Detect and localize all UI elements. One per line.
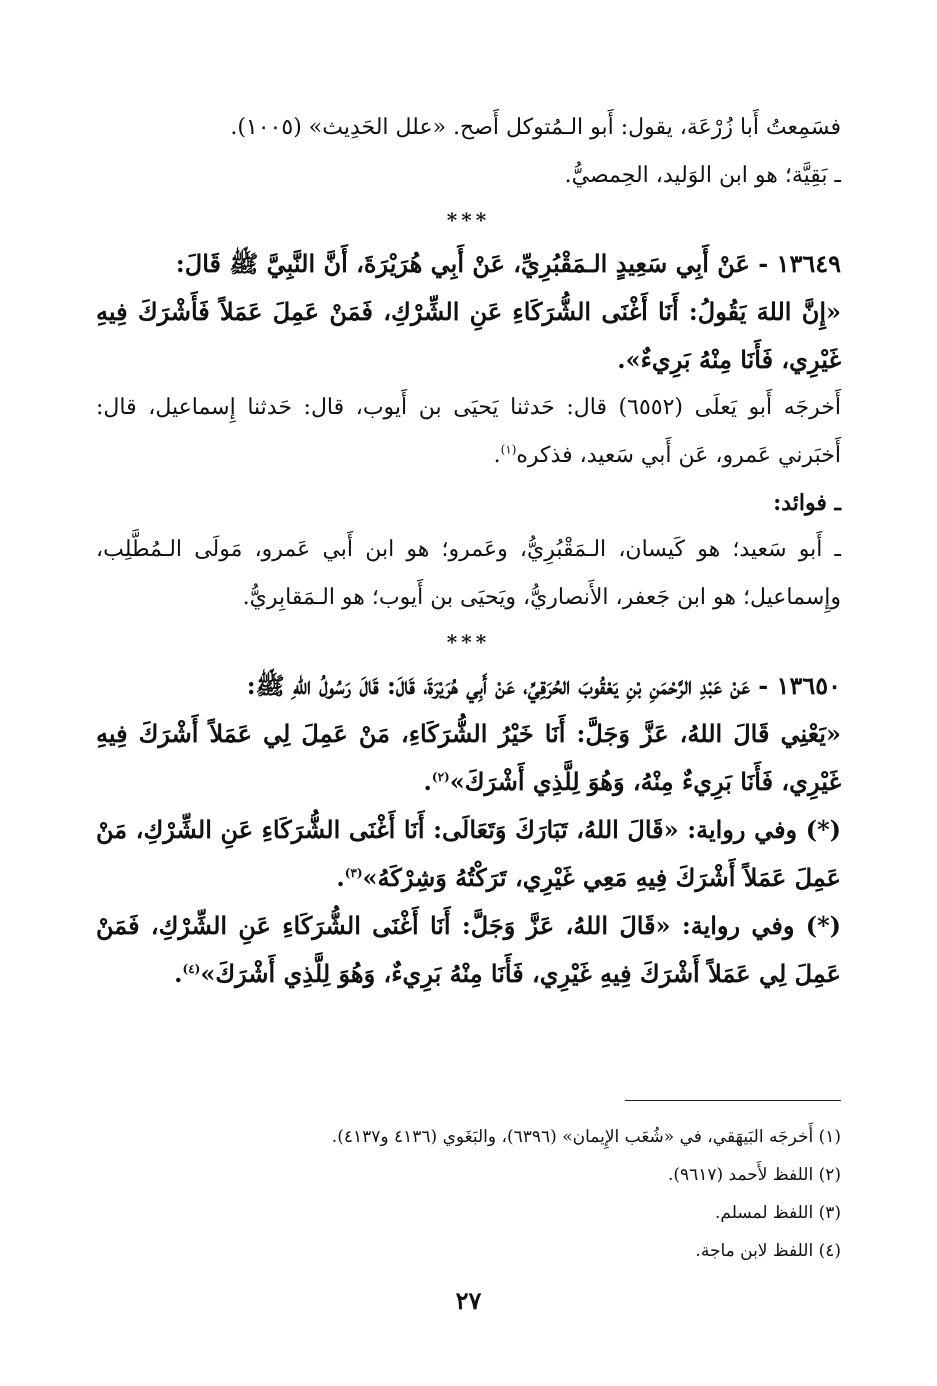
page-body xyxy=(96,100,841,998)
riwaya-text: (*) وفي رواية: «قَالَ اللهُ، عَزَّ وَجَلَّ: أَنَا أَغْنَى الشُّرَكَاءِ عَنِ الشِّرْكِ، فَمَنْ عَمِلَ لِي عَمَلاً أَشْرَكَ فِيهِ غَيْرِي، فَأَنَا مِنْهُ بَرِيءٌ، وَهُوَ لِلَّذِي أَشْرَكَ» xyxy=(96,911,841,988)
punctuation: . xyxy=(423,767,432,796)
riwaya-text: (*) وفي رواية: «قَالَ اللهُ، تَبَارَكَ وَتَعَالَى: أَنَا أَغْنَى الشُّرَكَاءِ عَنِ الشِّرْكِ، مَنْ عَمِلَ عَمَلاً أَشْرَكَ فِيهِ مَعِي غَيْرِي، تَرَكْتُهُ وَشِرْكَهُ» xyxy=(96,815,841,892)
footnote-3: (٣) اللفظ لمسلم. xyxy=(714,1203,841,1223)
footnote-ref: (٢) xyxy=(431,770,450,784)
takhrij-text: أَخرجَه أَبو يَعلَى (٦٥٥٢) قال: حَدثنا يَحيَى بن أَيوب، قال: حَدثنا إِسماعيل، قال: أَخبَرني عَمرو، عَن أَبي سَعيد، فذكره xyxy=(96,395,842,468)
intro-line-1: فسَمِعتُ أَبا زُرْعَة، يقول: أَبو الـمُتوكل أَصح. «علل الحَدِيث» (١٠٠٥). xyxy=(230,115,841,140)
fawaid-heading: ـ فوائد: xyxy=(773,490,841,516)
footnote-ref: (٤) xyxy=(182,962,201,976)
footnote-ref: (١) xyxy=(500,442,517,457)
hadith-13650-matn xyxy=(96,710,841,806)
punctuation: . xyxy=(336,863,345,892)
hadith-13649-matn: «إِنَّ اللهَ يَقُولُ: أَنَا أَغْنَى الشُّرَكَاءِ عَنِ الشِّرْكِ، فَمَنْ عَمِلَ عَمَلاً فَأَشْرَكَ فِيهِ غَيْرِي، فَأَنَا مِنْهُ بَرِيءٌ». xyxy=(96,297,841,374)
page-number: ٢٧ xyxy=(455,1286,482,1315)
matn-text: «يَعْنِي قَالَ اللهُ، عَزَّ وَجَلَّ: أَنَا خَيْرُ الشُّرَكَاءِ، مَنْ عَمِلَ لِي عَمَلاً أَشْرَكَ فِيهِ غَيْرِي، فَأَنَا بَرِيءٌ مِنْهُ، وَهُوَ لِلَّذِي أَشْرَكَ» xyxy=(96,719,841,796)
separator-stars: *** xyxy=(446,630,491,654)
footnote-ref: (٣) xyxy=(344,866,363,880)
footnote-1: (١) أَخرجَه البَيهَقي، في «شُعَب الإِيمان» (٦٣٩٦)، والبَغَوي (٤١٣٦ و٤١٣٧). xyxy=(331,1127,841,1147)
footnote-4: (٤) اللفظ لابن ماجة. xyxy=(695,1241,841,1261)
separator-stars: *** xyxy=(446,208,491,232)
footnote-divider xyxy=(625,1100,841,1101)
punctuation: . xyxy=(493,443,501,468)
intro-line-2: ـ بَقِيَّة؛ هو ابن الوَليد، الحِمصيُّ. xyxy=(564,163,841,188)
hadith-13649-takhrij xyxy=(96,384,841,480)
riwaya-1 xyxy=(96,806,841,902)
riwaya-2 xyxy=(96,902,841,998)
footnotes xyxy=(96,1118,841,1270)
hadith-13650-isnad: ١٣٦٥٠ - عَنْ عَبْدِ الرَّحْمَنِ بْنِ يَعْقُوبَ الحُرَقِيِّ، عَنْ أَبِي هُرَيْرَةَ، قَالَ: قَالَ رَسُولُ اللهِ ﷺ: xyxy=(246,671,841,700)
hadith-13649-isnad: ١٣٦٤٩ - عَنْ أَبِي سَعِيدٍ الـمَقْبُرِيِّ، عَنْ أَبِي هُرَيْرَةَ، أَنَّ النَّبِيَّ ﷺ قَالَ: xyxy=(175,249,841,278)
fawaid-text: ـ أَبو سَعيد؛ هو كَيسان، الـمَقْبُرِيُّ، وعَمرو؛ هو ابن أَبي عَمرو، مَولَى الـمُطَّلِب، وإِسماعيل؛ هو ابن جَعفر، الأَنصاريُّ، ويَحيَى بن أَيوب؛ هو الـمَقابِريُّ. xyxy=(96,537,841,610)
punctuation: . xyxy=(174,959,183,988)
footnote-2: (٢) اللفظ لأَحمد (٩٦١٧). xyxy=(667,1165,841,1185)
